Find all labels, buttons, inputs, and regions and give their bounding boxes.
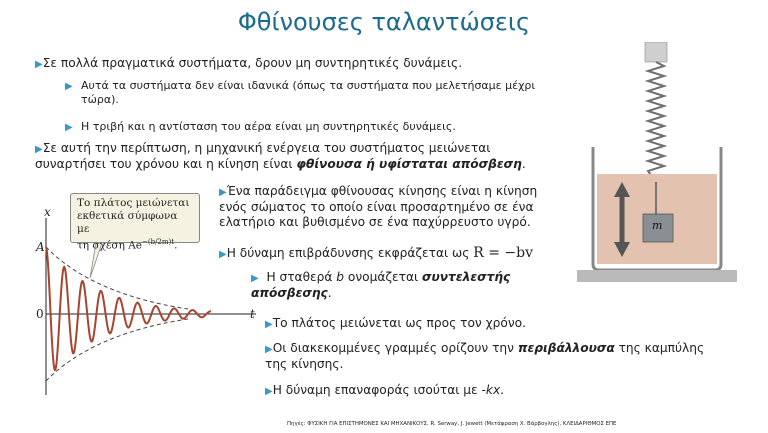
sub-bullet-2: Η τριβή και η αντίσταση του αέρα είναι μη συντηρητικές δυνάμεις. (81, 120, 456, 133)
envelope-lower (46, 319, 188, 381)
bullet-arrow-icon: ▶ (219, 249, 227, 260)
bullet-arrow-icon: ▶ (35, 59, 43, 70)
graph-0-label: 0 (36, 307, 44, 321)
amplitude-callout: Το πλάτος μειώνεται εκθετικά σύμφωνα με τη σχέση $Ae^{-(b/2m)t}$. (70, 193, 200, 243)
sub-bullet-1: Αυτά τα συστήματα δεν είναι ιδανικά (όπως τα συστήματα που μελετήσαμε μέχρι τώρα). (81, 79, 536, 106)
bullet-amplitude: ▶Το πλάτος μειώνεται ως προς τον χρόνο. (265, 316, 526, 330)
force-equation: R = −bv (473, 245, 534, 261)
bullet-energy: ▶Σε αυτή την περίπτωση, η μηχανική ενέργεια του συστήματος μειώνεται συναρτήσει του χρόνου και η κίνηση είναι φθίνουσα ή υφίσταται απόσβεση. (35, 141, 526, 171)
graph-x-label: x (44, 205, 51, 219)
energy-emphasis: φθίνουσα ή υφίσταται απόσβεση (296, 157, 522, 171)
bullet-envelope: ▶Οι διακεκομμένες γραμμές ορίζουν την περιβάλλουσα της καμπύλης της κίνησης. (265, 341, 705, 371)
example-text: Ένα παράδειγμα φθίνουσας κίνησης είναι η κίνηση ενός σώματος το οποίο είναι προσαρτημένο σε ένα ελατήριο και βυθισμένο σε ένα παχύρρευστο υγρό. (219, 184, 538, 229)
bullet-restore: ▶Η δύναμη επαναφοράς ισούται με -kx. (265, 383, 505, 397)
bullet-arrow-icon: ▶ (219, 187, 227, 198)
sub-bullet-arrow-icon: ▶ (65, 122, 73, 133)
bullet-intro (35, 56, 555, 72)
graph-A-label: A (36, 240, 45, 254)
bullet-arrow-icon: ▶ (265, 344, 273, 355)
source-footer: Πηγές: ΦΥΣΙΚΗ ΓΙΑ ΕΠΙΣΤΗΜΟΝΕΣ ΚΑΙ ΜΗΧΑΝΙΚΟΥΣ, R. Serway, J. Jewett (Μετάφραση Χ. Βάρβογλης), ΚΛΕΙΔΑΡΙΘΜΟΣ ΕΠΕ (287, 421, 617, 427)
constant-emphasis: συντελεστής απόσβεσης (251, 270, 511, 300)
bullet-force (219, 246, 564, 262)
ceiling-mount (645, 42, 667, 62)
bullet-intro-text: Σε πολλά πραγματικά συστήματα, δρουν μη συντηρητικές δυνάμεις. (42, 56, 463, 70)
bullet-arrow-icon: ▶ (251, 273, 259, 284)
force-text: Η δύναμη επιβράδυνσης εκφράζεται ως (226, 246, 470, 260)
bullet-constant: ▶ Η σταθερά b ονομάζεται συντελεστής απόσβεσης. (251, 270, 511, 300)
bullet-arrow-icon: ▶ (265, 386, 273, 397)
envelope-emphasis: περιβάλλουσα (517, 341, 615, 355)
sub-bullet-arrow-icon: ▶ (65, 81, 73, 92)
table-base (577, 270, 737, 282)
slide-title: Φθίνουσες ταλαντώσεις (237, 8, 531, 36)
bullet-arrow-icon: ▶ (265, 319, 273, 330)
constant-b: b (336, 270, 345, 284)
graph-t-label: t (250, 307, 255, 321)
spring-mass-illustration (577, 42, 737, 287)
energy-text: Σε αυτή την περίπτωση, η μηχανική ενέργεια του συστήματος μειώνεται συναρτήσει του χρόνου και η κίνηση είναι (35, 141, 491, 171)
restore-kx: -kx (481, 383, 501, 397)
bullet-example (219, 184, 559, 230)
mass-label: m (652, 219, 663, 232)
bullet-arrow-icon: ▶ (35, 144, 43, 155)
